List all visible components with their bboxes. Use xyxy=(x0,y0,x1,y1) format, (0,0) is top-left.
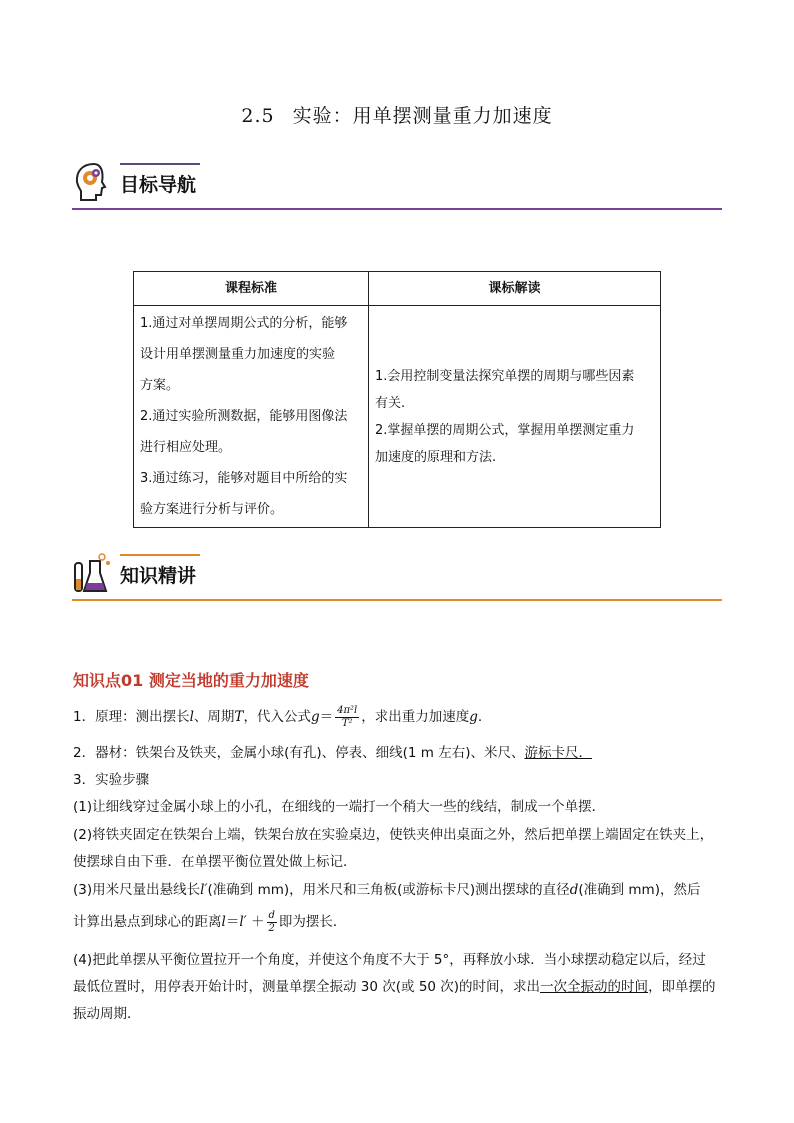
var-l: l xyxy=(189,709,194,725)
step-2-line-1: (2)将铁夹固定在铁架台上端，铁架台放在实验桌边，使铁夹伸出桌面之外，然后把单摆上端固定在铁夹上， xyxy=(73,827,714,843)
section-rule xyxy=(72,599,722,601)
denominator: 2 xyxy=(268,922,275,934)
head-gears-icon xyxy=(72,160,114,204)
section-header-goals xyxy=(72,160,722,210)
standard-line: 2.通过实验所测数据，能够用图像法 xyxy=(140,409,348,424)
step-4-line-2 xyxy=(73,974,723,1001)
step-3-line-1 xyxy=(73,877,723,904)
text: ，代入公式 xyxy=(243,709,311,725)
step-4-line-1: (4)把此单摆从平衡位置拉开一个角度，并使这个角度不大于 5°，再释放小球．当小球摆动稳定以后，经过 xyxy=(73,952,706,968)
standard-line: 方案。 xyxy=(140,378,180,393)
underlined-text: 一次全振动的时间 xyxy=(540,979,649,995)
text: 即为摆长． xyxy=(278,914,347,930)
var-d: d xyxy=(569,882,579,898)
standard-line: 3.通过练习，能够对题目中所给的实 xyxy=(140,471,348,486)
table-header-interpretation: 课标解读 xyxy=(369,272,661,306)
var-l: l xyxy=(221,914,226,930)
section-rule xyxy=(72,208,722,210)
text: ，求出重力加速度 xyxy=(361,709,470,725)
standard-line: 进行相应处理。 xyxy=(140,440,232,455)
text: . xyxy=(477,709,483,725)
var-g: g xyxy=(310,709,320,725)
lab-flask-icon xyxy=(72,551,114,595)
text: (3)用米尺量出悬线长 xyxy=(73,882,201,898)
step-1: (1)让细线穿过金属小球上的小孔，在细线的一端打一个稍大一些的线结，制成一个单摆． xyxy=(73,799,606,815)
equipment-line xyxy=(73,740,723,767)
interpretation-line: 有关. xyxy=(375,395,406,411)
half-d-fraction xyxy=(267,910,277,935)
plus: ＋ xyxy=(246,914,265,930)
text: (准确到 mm)，用米尺和三角板(或游标卡尺)测出摆球的直径 xyxy=(207,882,570,898)
formula-fraction xyxy=(335,705,359,730)
interpretation-line: 加速度的原理和方法. xyxy=(375,449,497,465)
equals: ＝ xyxy=(319,709,334,725)
equals: ＝ xyxy=(225,914,240,930)
principle-line xyxy=(73,704,723,731)
section-label: 知识精讲 xyxy=(120,565,197,587)
table-header-standard: 课程标准 xyxy=(134,272,369,306)
denominator: T² xyxy=(341,717,353,729)
numerator: 4π²l xyxy=(337,704,358,716)
standard-line: 设计用单摆测量重力加速度的实验 xyxy=(140,347,336,362)
title-text: 实验：用单摆测量重力加速度 xyxy=(292,105,553,127)
var-T: T xyxy=(234,709,244,725)
text: 1．原理：测出摆长 xyxy=(73,709,190,725)
knowledge-point-title: 知识点01 测定当地的重力加速度 xyxy=(73,671,309,690)
var-l-prime: l′ xyxy=(239,914,247,930)
step-3-line-2 xyxy=(73,909,723,936)
text: 最低位置时，用停表开始计时，测量单摆全振动 30 次(或 50 次)的时间，求出 xyxy=(73,979,541,995)
text: 计算出悬点到球心的距离 xyxy=(73,914,222,930)
text: ，即单摆的 xyxy=(648,979,716,995)
text: 、周期 xyxy=(193,709,235,725)
interpretation-cell xyxy=(369,306,661,528)
header-accent-line xyxy=(120,554,200,556)
section-label: 目标导航 xyxy=(120,174,197,196)
step-2-line-2: 使摆球自由下垂．在单摆平衡位置处做上标记． xyxy=(73,854,357,870)
curriculum-table xyxy=(133,271,661,528)
standard-line: 验方案进行分析与评价。 xyxy=(140,502,284,517)
var-l-prime: l′ xyxy=(200,882,208,898)
header-accent-line xyxy=(120,163,200,165)
standard-line: 1.通过对单摆周期公式的分析，能够 xyxy=(140,316,348,331)
title-number: 2.5 xyxy=(241,105,275,127)
page-title xyxy=(0,101,794,128)
section-header-knowledge xyxy=(72,551,722,601)
text: 2．器材：铁架台及铁夹，金属小球(有孔)、停表、细线(1 m 左右)、米尺、 xyxy=(73,745,525,761)
interpretation-line: 2.掌握单摆的周期公式，掌握用单摆测定重力 xyxy=(375,422,635,438)
underlined-text: 游标卡尺． xyxy=(524,745,592,761)
standard-cell xyxy=(134,306,369,528)
step-4-line-3: 振动周期． xyxy=(73,1006,141,1022)
var-g: g xyxy=(469,709,478,725)
interpretation-line: 1.会用控制变量法探究单摆的周期与哪些因素 xyxy=(375,368,635,384)
numerator: d xyxy=(268,909,275,921)
steps-heading: 3．实验步骤 xyxy=(73,772,150,788)
text: (准确到 mm)，然后 xyxy=(578,882,701,898)
